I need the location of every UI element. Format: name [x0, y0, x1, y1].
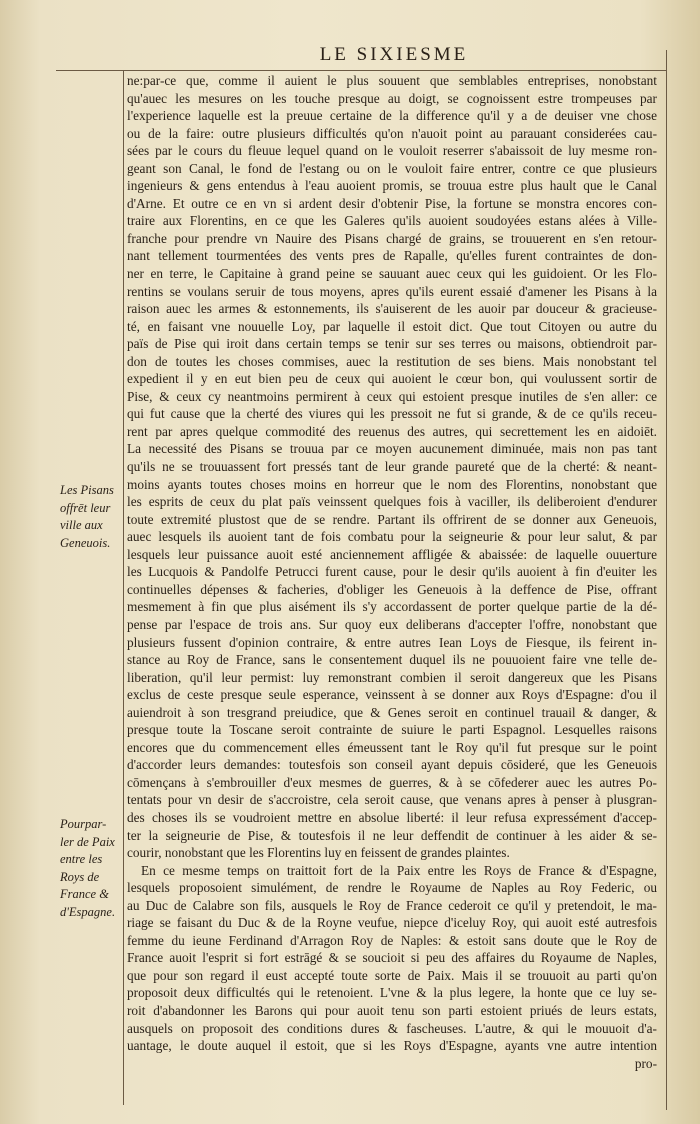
text-line: auec lesquels ils auoient tant de fois combatu pour la seigneurie & pour leur salut, & par	[127, 529, 657, 545]
text-line: l'experience laquelle est la preuue certaine de la difference qu'il y a de deuiser vne chose	[127, 108, 657, 124]
text-line: les Lucquois & Pandolfe Petrucci furent cause, pour le desir qu'ils auoient à fin d'euiter les	[127, 564, 657, 580]
text-line: té, en faisant vne nouuelle Loy, par laquelle il estoit dict. Que tout Citoyen ou autre du	[127, 318, 657, 334]
text-line: proposoit deux difficultés qui le retenoient. L'vne & la plus legere, la honte que ce luy se-	[127, 985, 657, 1001]
margin-note-line: ville aux	[60, 518, 103, 532]
text-line: uantage, le doute auquel il estoit, que si les Roys d'Espagne, ayants vne autre intention	[127, 1038, 657, 1054]
text-line: liberation, qu'il leur permist: luy remonstrant combien il seroit dangereux que les Pisans	[127, 669, 657, 685]
text-line: auiendroit à son tresgrand preiudice, que & Genes seroit en continuel trauail & danger, &	[127, 704, 657, 720]
text-line: Pise, & ceux cy neantmoins permirent à ceux qui estoient presque inutiles de s'en aller: ce	[127, 388, 657, 404]
header-rule	[56, 70, 666, 71]
text-line: stance au Roy de France, sans le consentement duquel ils ne pouuoient faire vne telle de-	[127, 652, 657, 668]
text-line: les esprits de ceux du plat païs veinssent quelques fois à vaciller, ils deliberoient d'endurer	[127, 494, 657, 510]
text-line: rent par apres quelque commodité des reuenus des autres, qui secrettement les en aidoiēt.	[127, 423, 657, 439]
text-line: des choses ils se voudroient mettre en absolue liberté: il leur refusa expressément d'accep-	[127, 809, 657, 825]
text-line: païs de Pise qui iroit dans certain temps se tenir sur ses terres ou maisons, obtiendroit par-	[127, 336, 657, 352]
text-line: moins ayants toutes choses moins en horreur que le nom des Florentins, nonobstant que	[127, 476, 657, 492]
text-line: France auoit l'esprit si fort estrāgé & se soucioit si peu des affaires du Royaume de Naples,	[127, 950, 657, 966]
margin-note-line: ler de Paix	[60, 834, 115, 849]
text-line: pense par l'espace de trois ans. Sur quoy eux deliberans d'accepter l'offre, nonobstant que	[127, 616, 657, 632]
text-line: raison auec les armes & estonnements, ils s'auiserent de les auoir par douceur & gracieuse-	[127, 301, 657, 317]
text-line: exclus de ceste presque seule esperance, veinssent à se donner aux Roys d'Espagne: d'ou il	[127, 687, 657, 703]
margin-note-line: Pourpar-	[60, 817, 107, 831]
text-line: geant son Canal, le fond de l'estang ou on le vouloit faire entrer, contre ce que plusieurs	[127, 160, 657, 176]
margin-note-line: France &	[60, 887, 109, 901]
margin-note-line: Roys de	[60, 869, 100, 884]
text-line: expedient il y en eut bien peu de ceux qui auoient le cœur bon, qui voulussent sortir de	[127, 371, 657, 387]
text-line: nant tellement tourmentées des vents pres de Rapalle, qu'elles furent contraintes de don-	[127, 248, 657, 264]
text-line: En ce mesme temps on traittoit fort de la Paix entre les Roys de France & d'Espagne,	[141, 862, 657, 878]
text-line: rentins se voulans seruir de tous moyens, apres qu'ils eurent essaié d'amener les Pisans à la	[127, 283, 657, 299]
text-line: ausquels on proposoit des conditions dures & fascheuses. L'autre, & qui le mouuoit d'a-	[127, 1020, 657, 1036]
margin-rule-left	[123, 70, 124, 1105]
text-line: ingenieurs & gens entendus à l'eau auoient promis, se trouua estre plus hault que le Canal	[127, 178, 657, 194]
text-line: femme du ieune Ferdinand d'Arragon Roy de Naples: & estoit sans doute que le Roy de	[127, 932, 657, 948]
text-line: courir, nonobstant que les Florentins luy en feissent de grandes plaintes.	[127, 845, 510, 861]
text-line: mesmement à fin que plus aisément ils s'y accordassent de porter quelque partie de la dé-	[127, 599, 657, 615]
margin-note-pisans	[60, 482, 122, 552]
text-line: franche pour prendre vn Nauire des Pisans chargé de grains, se trouuerent en s'en retour-	[127, 230, 657, 246]
text-line: encores que du commencement elles émeussent tant le Roy qu'il fut presque sur le point	[127, 739, 657, 755]
text-line: presque toute la Toscane seroit contrainte de suiure le parti Espagnol. Lesquelles raisons	[127, 722, 657, 738]
margin-note-line: offrēt leur	[60, 500, 111, 515]
text-line: d'Arne. Et outre ce en vn si ardent desir d'obtenir Pise, la fortune se monstra encores con-	[127, 195, 657, 211]
text-line: ter la seigneurie de Pise, & toutesfois il ne leur deffendit de continuer à les aider & se-	[127, 827, 657, 843]
text-line: riage se faisant du Duc & de la Royne veufue, niepce d'iceluy Roy, qui auoit esté autresfois	[127, 915, 657, 931]
margin-note-line: Geneuois.	[60, 535, 111, 550]
text-line: plusieurs fussent d'opinion contraire, & entre autres Iean Loys de Fiesque, ils feirent in-	[127, 634, 657, 650]
margin-rule-right	[666, 50, 667, 1110]
text-line: toute extremité plustost que de se rendre. Partant ils offrirent de se donner aux Geneuois,	[127, 511, 657, 527]
text-line: lesquels proposoient simulément, de rendre le Royaume de Naples au Roy Federic, ou	[127, 880, 657, 896]
margin-note-line: entre les	[60, 852, 103, 866]
text-line: lesquels leur puissance auoit esté anciennement affligée & abaissée: de laquelle ouuerture	[127, 546, 657, 562]
margin-note-paix	[60, 816, 122, 921]
body-text	[127, 72, 657, 1072]
margin-note-line: d'Espagne.	[60, 904, 116, 919]
text-line: sées par le cours du fleuue lequel quand on le vouloit reserrer s'abaissoit de luy mesme ron-	[127, 143, 657, 159]
text-line: continuelles dépenses & facheries, d'obliger les Geneuois à la deffence de Pise, offrant	[127, 581, 657, 597]
text-line: ne:par-ce que, comme il auient le plus souuent que semblables entreprises, nonobstant	[127, 73, 657, 88]
text-line: que pour son regard il eust accepté toute sorte de Paix. Mais il se trouuoit au parti qu'on	[127, 967, 657, 983]
text-line: don de toutes les choses commises, auec la restitution de ses biens. Mais nonobstant tel	[127, 353, 657, 369]
text-line: qui fut cause que la cherté des viures qui les pressoit ne fut si grande, & de ce qu'ils receu-	[127, 406, 657, 422]
text-line: pro-	[634, 1055, 657, 1071]
text-line: traire aux Florentins, en ce que les Galeres qu'ils auoient soudoyées estans alées à Ville-	[127, 213, 657, 229]
text-line: tentats pour vn desir de s'accroistre, cela seroit cause, que venans apres à penser à plusgran-	[127, 792, 657, 808]
text-line: roit d'abandonner les Barons qui pour auoit tenu son parti estoient priués de leurs estats,	[127, 1002, 657, 1018]
text-line: au Duc de Calabre son fils, ausquels le Roy de France cederoit ce qu'il y pretendoit, le ma-	[127, 897, 657, 913]
text-line: ner en terre, le Capitaine à grand peine se sauuant auec ceux qui les guidoient. Or les Flo-	[127, 266, 657, 282]
text-line: cōmençans à s'embrouiller d'eux mesmes de guerres, & à se cōfederer auec les autres Po-	[127, 774, 657, 790]
text-line: qu'auec les mesures on les touche presque au doigt, se cognoissent estre trompeuses par	[127, 90, 657, 106]
margin-note-line: Les Pisans	[60, 483, 114, 497]
running-title: LE SIXIESME	[319, 44, 469, 65]
text-line: La necessité des Pisans se trouua par ce moyen aucunement diminuée, mais non pas tant	[127, 441, 657, 457]
text-line: qu'ils ne se trouuassent fort pressés tant de leur grande paureté que de la cherté: & neant-	[127, 459, 657, 475]
text-line: d'accorder leurs demandes: toutesfois son conseil ayant depuis cōsideré, que les Geneuois	[127, 757, 657, 773]
text-line: ou de la faire: outre plusieurs difficultés qu'on n'auoit point au parauant considerées cau-	[127, 125, 657, 141]
